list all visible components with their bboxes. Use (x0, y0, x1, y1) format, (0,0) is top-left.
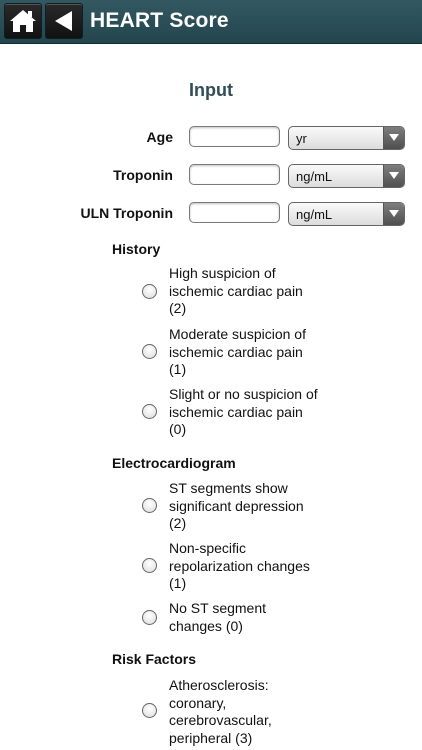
history-heading: History (112, 241, 161, 257)
radio-button[interactable] (142, 498, 157, 513)
option-label: Atherosclerosis: coronary, cerebrovascular, peripheral (3) (169, 677, 272, 746)
option-label: No ST segment changes (0) (169, 600, 267, 634)
radio-button[interactable] (142, 404, 157, 419)
radio-button[interactable] (142, 344, 157, 359)
age-unit-value: yr (296, 131, 307, 146)
history-option-slight[interactable] (140, 386, 330, 440)
troponin-unit-select[interactable] (288, 164, 405, 188)
header-title: HEART Score (90, 9, 229, 32)
field-label-troponin: Troponin (113, 167, 173, 183)
home-button[interactable] (4, 3, 42, 39)
radio-button[interactable] (142, 703, 157, 718)
field-row-age (0, 126, 422, 150)
chevron-down-icon (383, 127, 404, 149)
uln-troponin-input[interactable] (189, 202, 280, 223)
uln-troponin-unit-value: ng/mL (296, 207, 333, 222)
radio-button[interactable] (142, 558, 157, 573)
troponin-input[interactable] (189, 164, 280, 185)
option-label: Slight or no suspicion of ischemic cardiac pain (0) (169, 386, 318, 437)
chevron-down-icon (383, 165, 404, 187)
age-input[interactable] (189, 126, 280, 147)
uln-troponin-unit-select[interactable] (288, 202, 405, 226)
ecg-heading: Electrocardiogram (112, 455, 236, 471)
troponin-unit-value: ng/mL (296, 169, 333, 184)
back-button[interactable] (45, 3, 83, 39)
history-option-high[interactable] (140, 265, 330, 319)
ecg-option-st-depression[interactable] (140, 480, 330, 534)
field-row-uln-troponin (0, 202, 422, 226)
option-label: Non-specific repolarization changes (1) (169, 540, 310, 591)
risk-factors-heading: Risk Factors (112, 651, 197, 667)
history-option-moderate[interactable] (140, 326, 330, 380)
option-label: ST segments show significant depression (2) (169, 480, 304, 531)
radio-button[interactable] (142, 610, 157, 625)
section-title: Input (189, 80, 233, 100)
risk-option-atherosclerosis[interactable] (140, 677, 330, 747)
ecg-option-no-st-changes[interactable] (140, 600, 330, 638)
field-label-age: Age (146, 129, 173, 145)
header-bar (0, 0, 422, 44)
age-unit-select[interactable] (288, 126, 405, 150)
back-arrow-icon (51, 8, 77, 34)
option-label: Moderate suspicion of ischemic cardiac pain (1) (169, 326, 306, 377)
field-row-troponin (0, 164, 422, 188)
ecg-option-repolarization[interactable] (140, 540, 330, 594)
chevron-down-icon (383, 203, 404, 225)
field-label-uln-troponin: ULN Troponin (80, 205, 173, 221)
home-icon (9, 8, 37, 34)
option-label: High suspicion of ischemic cardiac pain (2) (169, 265, 303, 316)
radio-button[interactable] (142, 284, 157, 299)
